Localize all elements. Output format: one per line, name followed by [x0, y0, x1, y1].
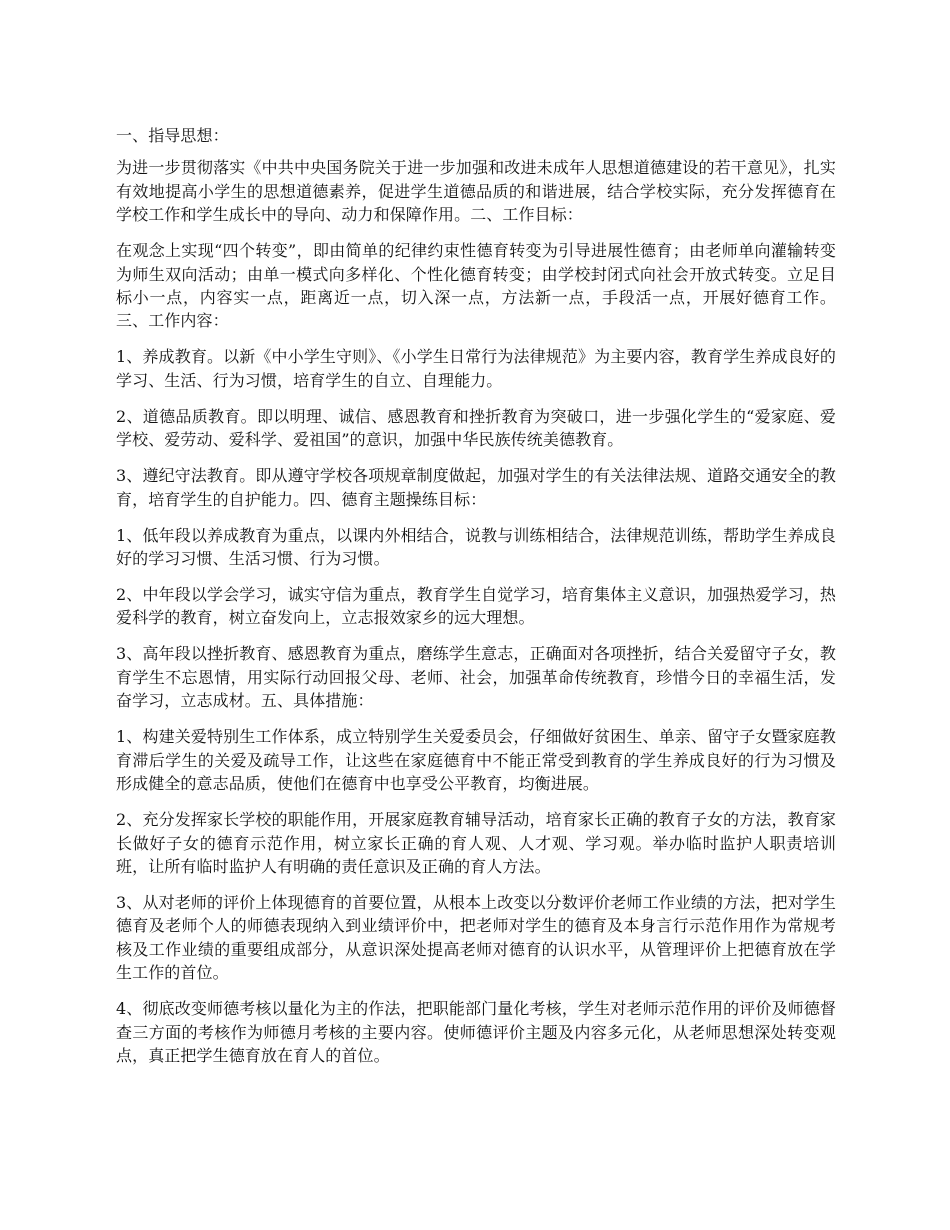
- paragraph-special-student-care: 1、构建关爱特别生工作体系，成立特别学生关爱委员会，仔细做好贫困生、单亲、留守子女暨家庭教育滞后学生的关爱及疏导工作，让这些在家庭德育中不能正常受到教育的学生养成良好的行为习惯及形成健全的意志品质，使他们在德育中也享受公平教育，均衡进展。: [116, 727, 836, 794]
- paragraph-moral-quality-education: 2、道德品质教育。即以明理、诚信、感恩教育和挫折教育为突破口，进一步强化学生的“爱家庭、爱学校、爱劳动、爱科学、爱祖国”的意识，加强中华民族传统美德教育。: [116, 406, 836, 450]
- section-heading: 一、指导思想：: [116, 126, 229, 145]
- paragraph-lower-grades: 1、低年段以养成教育为重点，以课内外相结合，说教与训练相结合，法律规范训练，帮助学生养成良好的学习习惯、生活习惯、行为习惯。: [116, 525, 836, 569]
- paragraph-habit-education: 1、养成教育。以新《中小学生守则》、《小学生日常行为法律规范》为主要内容，教育学生养成良好的学习、生活、行为习惯，培育学生的自立、自理能力。: [116, 347, 836, 390]
- document-body: [116, 124, 836, 1080]
- paragraph-middle-grades: 2、中年段以学会学习，诚实守信为重点，教育学生自觉学习，培育集体主义意识，加强热爱学习，热爱科学的教育，树立奋发向上，立志报效家乡的远大理想。: [116, 585, 836, 628]
- paragraph-four-transformations: 在观念上实现“四个转变”，即由简单的纪律约束性德育转变为引导进展性德育；由老师单向灌输转变为师生双向活动；由单一模式向多样化、个性化德育转变；由学校封闭式向社会开放式转变。立足目标小一点，内容实一点，距离近一点，切入深一点，方法新一点，手段活一点，开展好德育工作。三、工作内容：: [116, 241, 836, 331]
- paragraph-guiding-purpose: 为进一步贯彻落实《中共中央国务院关于进一步加强和改进未成年人思想道德建设的若干意见》，扎实有效地提高小学生的思想道德素养，促进学生道德品质的和谐进展，结合学校实际，充分发挥德育在学校工作和学生成长中的导向、动力和保障作用。二、工作目标：: [116, 158, 836, 225]
- paragraph-teacher-ethics-assessment: 4、彻底改变师德考核以量化为主的作法，把职能部门量化考核，学生对老师示范作用的评价及师德督查三方面的考核作为师德月考核的主要内容。使师德评价主题及内容多元化，从老师思想深处转变观点，真正把学生德育放在育人的首位。: [116, 999, 836, 1065]
- paragraph-upper-grades: 3、高年段以挫折教育、感恩教育为重点，磨练学生意志，正确面对各项挫折，结合关爱留守子女，教育学生不忘恩情，用实际行动回报父母、老师、社会，加强革命传统教育，珍惜今日的幸福生活，发奋学习，立志成材。五、具体措施：: [116, 644, 836, 711]
- paragraph-law-abiding-education: 3、遵纪守法教育。即从遵守学校各项规章制度做起，加强对学生的有关法律法规、道路交通安全的教育，培育学生的自护能力。四、德育主题操练目标：: [116, 466, 836, 509]
- paragraph-parent-school: 2、充分发挥家长学校的职能作用，开展家庭教育辅导活动，培育家长正确的教育子女的方法，教育家长做好子女的德育示范作用，树立家长正确的育人观、人才观、学习观。举办临时监护人职责培训班，让所有临时监护人有明确的责任意识及正确的育人方法。: [116, 810, 836, 876]
- paragraph-teacher-evaluation: 3、从对老师的评价上体现德育的首要位置，从根本上改变以分数评价老师工作业绩的方法，把对学生德育及老师个人的师德表现纳入到业绩评价中，把老师对学生的德育及本身言行示范作用作为常规考核及工作业绩的重要组成部分，从意识深处提高老师对德育的认识水平，从管理评价上把德育放在学生工作的首位。: [116, 892, 836, 983]
